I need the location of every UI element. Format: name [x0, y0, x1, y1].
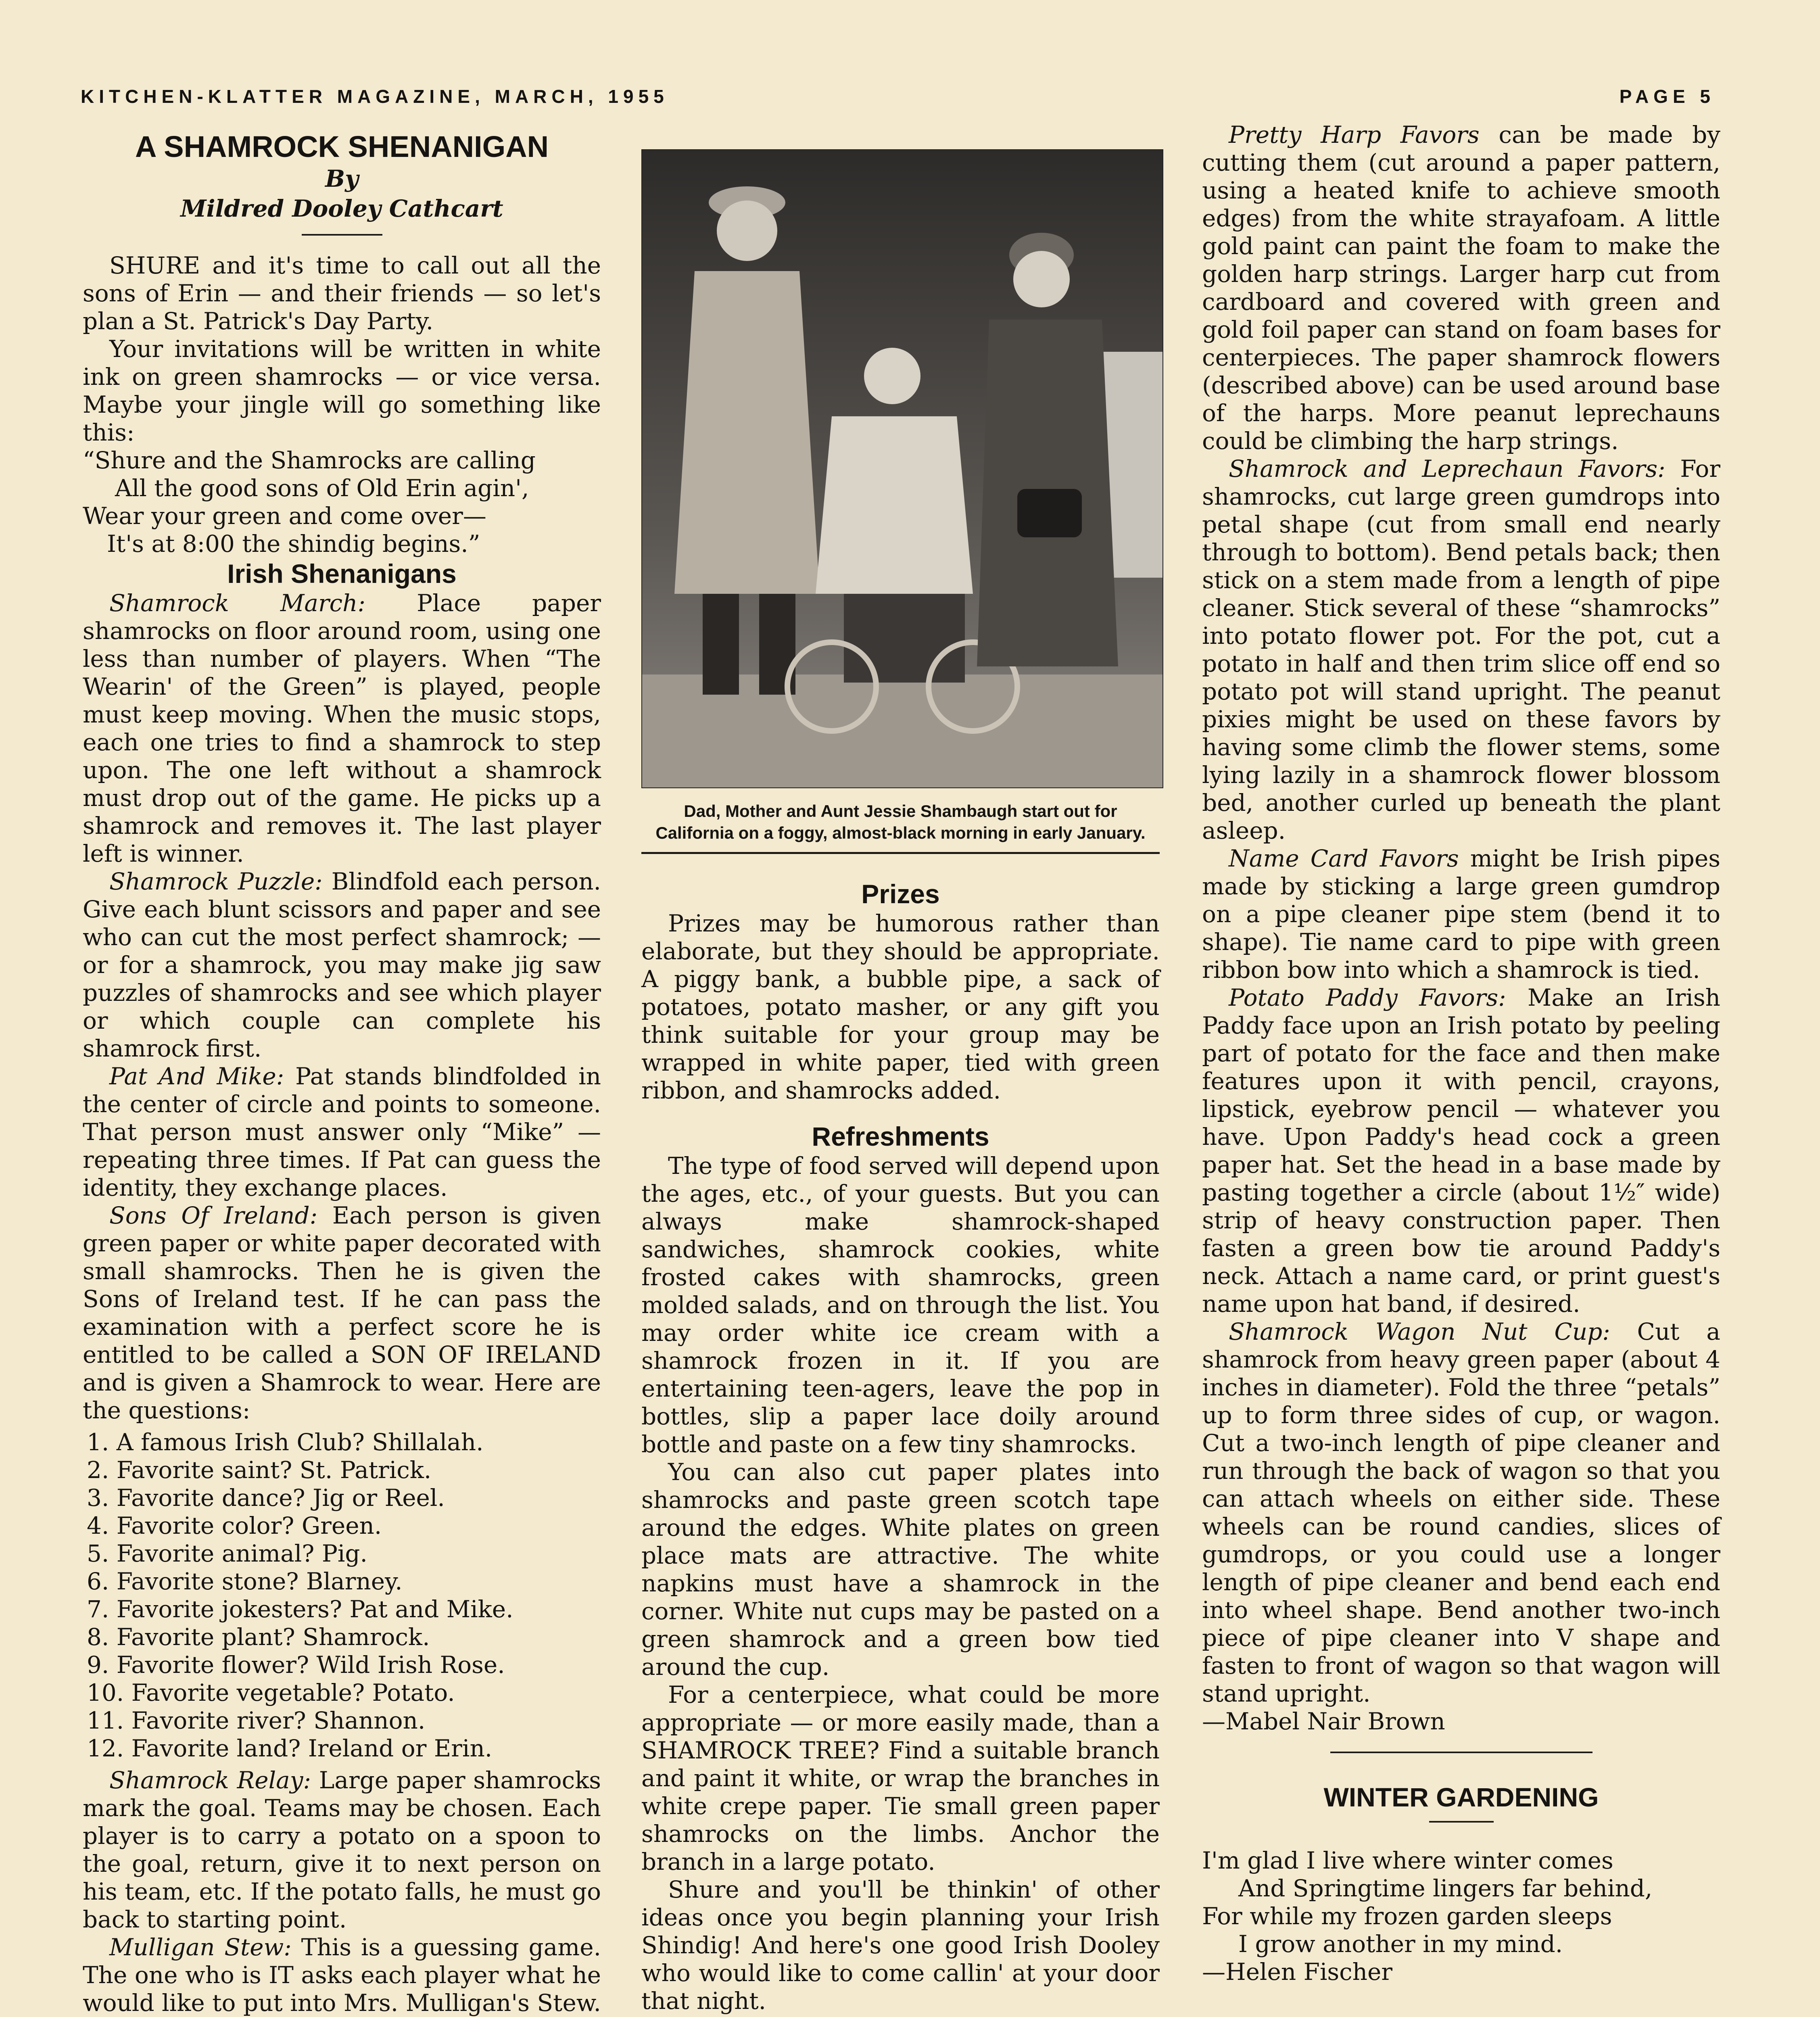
- favor-entry: [1202, 1318, 1720, 1708]
- game-text: Blindfold each person. Give each blunt scissors and paper and see who can cut the most perfect shamrock; — or for a shamrock, you may make jig saw puzzles of shamrocks and see which player or which couple can complete his shamrock first.: [83, 868, 601, 1062]
- game-text: This is a guessing game. The one who is IT asks each player what he would like to put into Mrs. Mulligan's Stew.: [83, 1933, 601, 2017]
- refreshments-paragraph: For a centerpiece, what could be more appropriate — or more easily made, than a SHAMROCK TREE? Find a suitable branch and paint it white, or wrap the branches in white crepe paper. Tie small green paper shamrocks on the limbs. Anchor the branch in a large potato.: [641, 1681, 1160, 1875]
- game-name: Shamrock Relay:: [109, 1766, 311, 1794]
- divider: [1330, 1752, 1592, 1753]
- game-name: Pat And Mike:: [109, 1063, 284, 1090]
- game-text: Pat stands blindfolded in the center of circle and points to someone. That person must answer only “Mike” — repeating three times. If Pat can guess the identity, they exchange places.: [83, 1063, 601, 1201]
- game-name: Shamrock Puzzle:: [109, 868, 323, 895]
- running-header: [81, 86, 1715, 114]
- favor-name: Potato Paddy Favors:: [1229, 984, 1506, 1011]
- refreshments-paragraph: You can also cut paper plates into shamrocks and paste green scotch tape around the edges. White plates on green place mats are attractive. The white napkins must have a shamrock in the corner. White nut cups may be pasted on a green shamrock and a green bow tied around the cup.: [641, 1458, 1160, 1681]
- column-3: [1202, 121, 1720, 1986]
- page-number: PAGE 5: [1619, 86, 1715, 107]
- photo-illustration: [642, 150, 1163, 787]
- quiz-item: 4. Favorite color? Green.: [87, 1512, 382, 1539]
- poem: [1202, 1847, 1720, 1986]
- game-entry: [83, 1063, 601, 1202]
- article-title: A SHAMROCK SHENANIGAN: [135, 130, 549, 163]
- favor-name: Pretty Harp Favors: [1229, 121, 1480, 148]
- section-heading: Prizes: [861, 879, 940, 909]
- refreshments-paragraph: The type of food served will depend upon the ages, etc., of your guests. But you can always make shamrock-shaped sandwiches, shamrock cookies, white frosted cakes with shamrocks, green molded salads, and on through the list. You may order white ice cream with a shamrock frozen in it. If you are entertaining teen-agers, leave the pop in bottles, slip a paper lace doily around bottle and paste on a few tiny shamrocks.: [641, 1152, 1160, 1458]
- game-entry: [83, 1202, 601, 1424]
- divider: [641, 852, 1160, 854]
- favor-text: For shamrocks, cut large green gumdrops into petal shape (cut from small end nearly through to bottom). Bend petals back; then stick on a stem made from a length of pipe cleaner. Stick several of these “shamrocks” into potato flower pot. For the pot, cut a potato in half and then trim slice off end so potato pot will stand upright. The peanut pixies might be used on these favors by having some climb the flower stems, some lying lazily in a shamrock flower blossom bed, another curled up beneath the plant asleep.: [1202, 455, 1721, 844]
- poem-signature: —Helen Fischer: [1202, 1958, 1393, 1986]
- quiz-item: 9. Favorite flower? Wild Irish Rose.: [87, 1651, 505, 1679]
- section-heading: Refreshments: [812, 1121, 989, 1151]
- jingle-line: Wear your green and come over—: [83, 502, 486, 530]
- photo-caption: Dad, Mother and Aunt Jessie Shambaugh start out for California on a foggy, almost-black morning in early January.: [655, 802, 1146, 842]
- game-text: Each person is given green paper or white paper decorated with small shamrocks. Then he is given the Sons of Ireland test. If he can pass the examination with a perfect score he is entitled to be called a SON OF IRELAND and is given a Shamrock to wear. Here are the questions:: [83, 1202, 601, 1424]
- jingle-line: It's at 8:00 the shindig begins.”: [107, 530, 480, 557]
- favor-name: Name Card Favors: [1229, 845, 1459, 872]
- poem-title: WINTER GARDENING: [1323, 1782, 1599, 1812]
- column-2: [641, 121, 1160, 2017]
- game-name: Shamrock March:: [109, 589, 366, 617]
- quiz-item: 11. Favorite river? Shannon.: [87, 1707, 426, 1734]
- favor-text: Cut a shamrock from heavy green paper (about 4 inches in diameter). Fold the three “petals” up to form three sides of cup, or wagon. Cut a two-inch length of pipe cleaner and run through the back of wagon so that you can attach wheels on either side. These wheels can be round candies, slices of gumdrops, or you could use a longer length of pipe cleaner and bend each end into wheel shape. Bend another two-inch piece of pipe cleaner into V shape and fasten to front of wagon so that wagon will stand upright.: [1202, 1318, 1720, 1707]
- poem-line: I grow another in my mind.: [1238, 1930, 1563, 1958]
- game-entry: [83, 1933, 601, 2017]
- divider: [1429, 1821, 1494, 1823]
- poem-line: I'm glad I live where winter comes: [1202, 1847, 1613, 1874]
- quiz-item: 2. Favorite saint? St. Patrick.: [87, 1456, 432, 1484]
- author-name: Mildred Dooley Cathcart: [180, 195, 503, 222]
- byline-by: By: [325, 165, 359, 192]
- quiz-item: 3. Favorite dance? Jig or Reel.: [87, 1484, 445, 1512]
- section-heading: Irish Shenanigans: [227, 559, 457, 589]
- quiz-item: 12. Favorite land? Ireland or Erin.: [87, 1735, 493, 1762]
- quiz-list: [83, 1428, 601, 1762]
- game-entry: [83, 868, 601, 1063]
- quiz-item: 6. Favorite stone? Blarney.: [87, 1568, 403, 1595]
- game-name: Sons Of Ireland:: [109, 1202, 318, 1229]
- game-name: Mulligan Stew:: [109, 1933, 292, 1961]
- game-entry: [83, 589, 601, 868]
- quiz-item: 10. Favorite vegetable? Potato.: [87, 1679, 455, 1706]
- favor-name: Shamrock Wagon Nut Cup:: [1229, 1318, 1610, 1345]
- favor-text: can be made by cutting them (cut around a paper pattern, using a heated knife to achieve smooth edges) from the white strayafoam. A little gold paint can paint the foam to make the golden harp strings. Larger harp cut from cardboard and covered with green and gold foil paper can stand on foam bases for centerpieces. The paper shamrock flowers (described above) can be used around base of the harps. More peanut leprechauns could be climbing the harp strings.: [1202, 121, 1721, 455]
- favor-name: Shamrock and Leprechaun Favors:: [1229, 455, 1666, 482]
- favor-entry: [1202, 984, 1720, 1318]
- favor-text: Make an Irish Paddy face upon an Irish potato by peeling part of potato for the face and then make features upon it with pencil, crayons, lipstick, eyebrow pencil — whatever you have. Upon Paddy's head cock a green paper hat. Set the head in a base made by pasting together a circle (about 1½″ wide) strip of heavy construction paper. Then fasten a green bow tie around Paddy's neck. Attach a name card, or print guest's name upon hat band, if desired.: [1202, 984, 1720, 1318]
- poem-line: For while my frozen garden sleeps: [1202, 1902, 1612, 1930]
- divider: [302, 234, 382, 236]
- favor-entry: [1202, 121, 1720, 455]
- quiz-item: 1. A famous Irish Club? Shillalah.: [87, 1428, 484, 1456]
- intro-paragraph: SHURE and it's time to call out all the sons of Erin — and their friends — so let's plan a St. Patrick's Day Party.: [83, 252, 601, 335]
- quiz-item: 5. Favorite animal? Pig.: [87, 1540, 367, 1567]
- signature: —Mabel Nair Brown: [1202, 1708, 1445, 1735]
- game-text: Large paper shamrocks mark the goal. Teams may be chosen. Each player is to carry a potato on a spoon to the goal, return, give it to next person on his team, etc. If the potato falls, he must go back to starting point.: [83, 1766, 601, 1933]
- refreshments-paragraph: Shure and you'll be thinkin' of other ideas once you begin planning your Irish Shindig! And here's one good Irish Dooley who would like to come callin' at your door that night.: [641, 1876, 1160, 2015]
- quiz-item: 8. Favorite plant? Shamrock.: [87, 1623, 430, 1651]
- column-1: [83, 121, 601, 2017]
- favor-entry: [1202, 845, 1720, 984]
- game-entry: [83, 1766, 601, 1933]
- favor-entry: [1202, 455, 1720, 845]
- favor-text: might be Irish pipes made by sticking a large green gumdrop on a pipe cleaner pipe stem (bend it to shape). Tie name card to pipe with green ribbon bow into which a shamrock is tied.: [1202, 845, 1720, 983]
- running-title: KITCHEN-KLATTER MAGAZINE, MARCH, 1955: [81, 86, 669, 107]
- game-text: Place paper shamrocks on floor around room, using one less than number of players. When “The Wearin' of the Green” is played, people must keep moving. When the music stops, each one tries to find a shamrock to step upon. The one left without a shamrock must drop out of the game. He picks up a shamrock and removes it. The last player left is winner.: [83, 589, 601, 867]
- poem-line: And Springtime lingers far behind,: [1238, 1875, 1653, 1902]
- quiz-item: 7. Favorite jokesters? Pat and Mike.: [87, 1595, 513, 1623]
- prizes-paragraph: Prizes may be humorous rather than elaborate, but they should be appropriate. A piggy bank, a bubble pipe, a sack of potatoes, potato masher, or any gift you think suitable for your group may be wrapped in white paper, tied with green ribbon, and shamrocks added.: [641, 910, 1160, 1104]
- jingle-line: All the good sons of Old Erin agin',: [115, 474, 529, 502]
- family-photo: [641, 149, 1163, 788]
- jingle-line: “Shure and the Shamrocks are calling: [83, 447, 536, 474]
- intro-paragraph: Your invitations will be written in white ink on green shamrocks — or vice versa. Maybe your jingle will go something like this:: [83, 335, 601, 446]
